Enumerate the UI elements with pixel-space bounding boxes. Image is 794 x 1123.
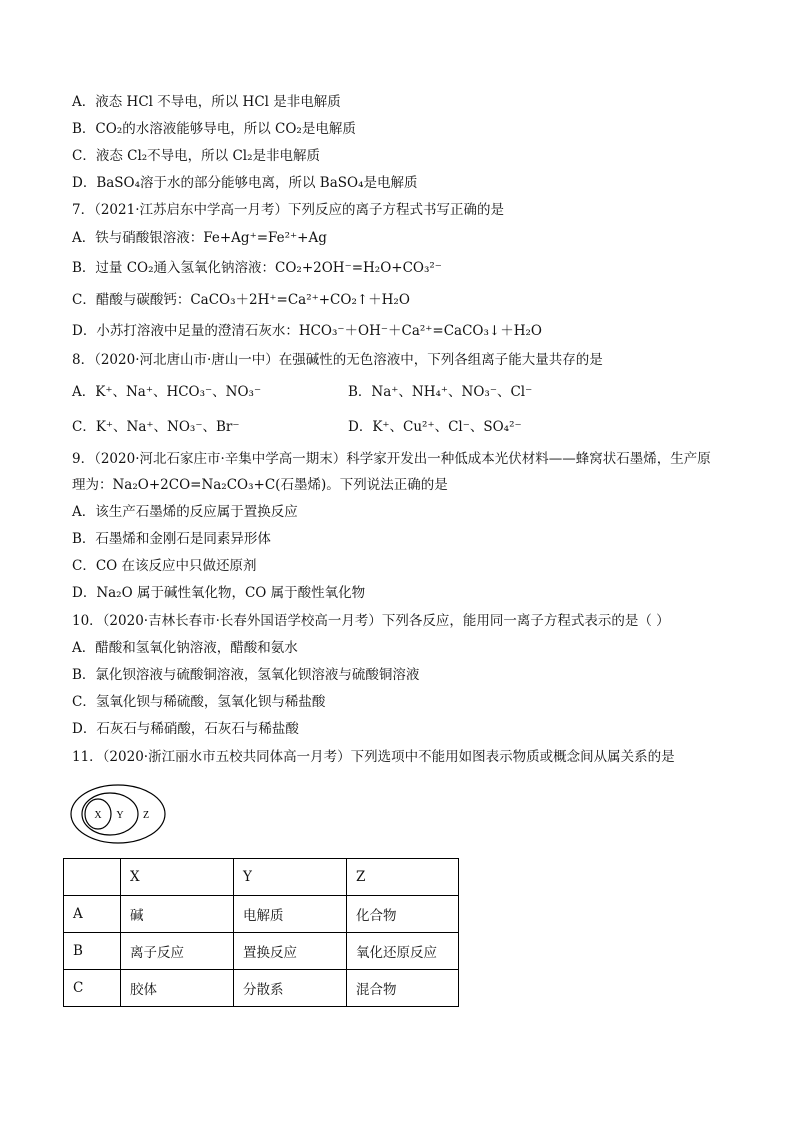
table-header-row [64,859,459,896]
table-cell: 胶体 [121,970,234,1007]
table-header-cell: Z [347,859,459,896]
q6-option-d: D．BaSO₄溶于水的部分能够电离，所以 BaSO₄是电解质 [72,175,418,191]
q8-option-d: D．K⁺、Cu²⁺、Cl⁻、SO₄²⁻ [348,419,522,435]
table-header-cell: Y [234,859,347,896]
q7-option-b: B．过量 CO₂通入氢氧化钠溶液：CO₂+2OH⁻=H₂O+CO₃²⁻ [72,260,442,276]
table-row [64,970,459,1007]
q11-options-table [63,858,459,1007]
q8-option-a: A．K⁺、Na⁺、HCO₃⁻、NO₃⁻ [72,384,262,400]
q10-option-a: A．醋酸和氢氧化钠溶液，醋酸和氨水 [72,640,298,656]
q8-option-b: B．Na⁺、NH₄⁺、NO₃⁻、Cl⁻ [348,384,533,400]
diagram-label-y: Y [116,810,124,821]
table-cell: 碱 [121,896,234,933]
q7-option-c: C．醋酸与碳酸钙：CaCO₃＋2H⁺=Ca²⁺+CO₂↑＋H₂O [72,292,410,308]
q6-option-a: A．液态 HCl 不导电，所以 HCl 是非电解质 [72,94,341,110]
middle-ellipse-y [82,793,138,835]
table-cell: 置换反应 [234,933,347,970]
table-cell: A [64,896,121,933]
q10-stem: 10．（2020·吉林长春市·长春外国语学校高一月考）下列各反应，能用同一离子方程式表示的是（ ） [72,613,670,629]
q7-stem: 7．（2021·江苏启东中学高一月考）下列反应的离子方程式书写正确的是 [72,202,504,218]
table-cell: 分散系 [234,970,347,1007]
table-cell: B [64,933,121,970]
q10-option-b: B．氯化钡溶液与硫酸铜溶液，氢氧化钡溶液与硫酸铜溶液 [72,667,420,683]
q8-option-c: C．K⁺、Na⁺、NO₃⁻、Br⁻ [72,419,240,435]
q7-option-a: A．铁与硝酸银溶液：Fe+Ag⁺=Fe²⁺+Ag [72,230,327,246]
q6-option-b: B．CO₂的水溶液能够导电，所以 CO₂是电解质 [72,121,356,137]
table-header-cell [64,859,121,896]
q9-option-b: B．石墨烯和金刚石是同素异形体 [72,531,271,547]
table-cell: 化合物 [347,896,459,933]
nested-ellipse-diagram [68,783,168,845]
q7-option-d: D．小苏打溶液中足量的澄清石灰水：HCO₃⁻＋OH⁻＋Ca²⁺=CaCO₃↓＋H₂O [72,323,542,339]
diagram-label-x: X [94,810,102,821]
table-row [64,933,459,970]
q11-stem: 11．（2020·浙江丽水市五校共同体高一月考）下列选项中不能用如图表示物质或概念间从属关系的是 [72,749,675,765]
table-header-cell: X [121,859,234,896]
table-cell: 电解质 [234,896,347,933]
q6-option-c: C．液态 Cl₂不导电，所以 Cl₂是非电解质 [72,148,321,164]
q9-option-d: D．Na₂O 属于碱性氧化物，CO 属于酸性氧化物 [72,585,366,601]
q10-option-c: C．氢氧化钡与稀硫酸，氢氧化钡与稀盐酸 [72,694,326,710]
table-cell: 混合物 [347,970,459,1007]
q10-option-d: D．石灰石与稀硝酸，石灰石与稀盐酸 [72,721,299,737]
q9-stem-line2: 理为：Na₂O+2CO=Na₂CO₃+C(石墨烯)。下列说法正确的是 [72,477,448,493]
diagram-label-z: Z [142,810,150,821]
q9-stem-line1: 9．（2020·河北石家庄市·辛集中学高一期末）科学家开发出一种低成本光伏材料——蜂窝状石墨烯，生产原 [72,451,711,467]
q8-stem: 8．（2020·河北唐山市·唐山一中）在强碱性的无色溶液中，下列各组离子能大量共存的是 [72,352,603,368]
q9-option-c: C．CO 在该反应中只做还原剂 [72,558,257,574]
table-cell: 离子反应 [121,933,234,970]
q9-option-a: A．该生产石墨烯的反应属于置换反应 [72,504,298,520]
table-row [64,896,459,933]
table-cell: C [64,970,121,1007]
table-cell: 氧化还原反应 [347,933,459,970]
